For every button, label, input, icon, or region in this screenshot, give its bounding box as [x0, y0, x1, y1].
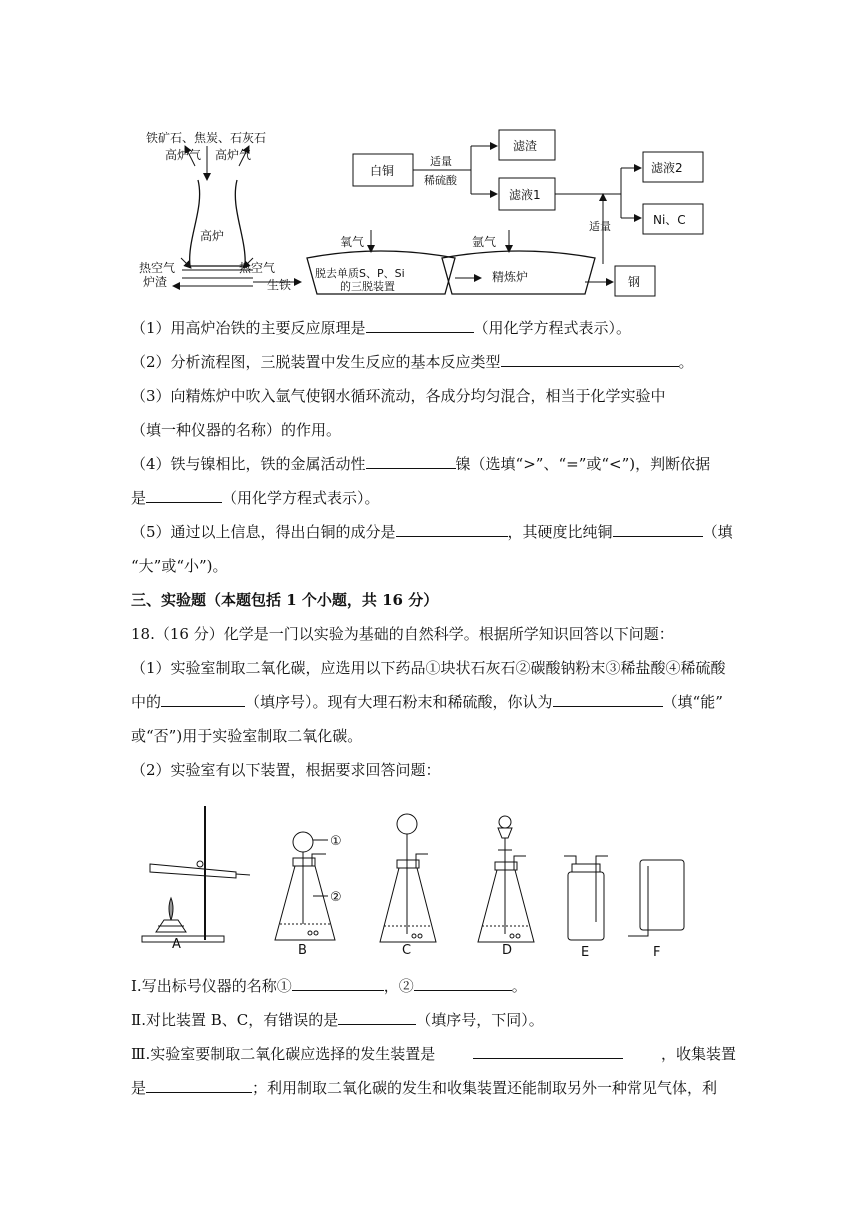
q18-sub-iii-text-d: ；利用制取二氧化碳的发生和收集装置还能制取另外一种常见气体，利 [252, 1079, 718, 1097]
blast-furnace-diagram [173, 146, 301, 286]
hot-air-right-label: 热空气 [239, 261, 276, 275]
q17-part1 [131, 318, 736, 338]
apparatus-d [478, 816, 534, 942]
q18-sub-i-text-b: ，② [383, 977, 414, 995]
q18-sub-i-text-c: 。 [511, 977, 527, 995]
answer-blank[interactable] [396, 522, 508, 537]
q17-part1-text-a: （1）用高炉冶铁的主要反应原理是 [131, 319, 366, 337]
slag-label: 炉渣 [143, 275, 168, 289]
q18-part1-text-a: 中的 [131, 693, 162, 711]
q17-part2-text-a: （2）分析流程图，三脱装置中发生反应的基本反应类型 [131, 353, 501, 371]
q18-sub-iii-text-c: 是 [131, 1079, 147, 1097]
furnace-inputs-label: 铁矿石、焦炭、石灰石 [146, 131, 267, 145]
answer-blank[interactable] [366, 318, 474, 333]
apparatus-a-label: A [172, 937, 181, 952]
answer-blank[interactable] [146, 488, 222, 503]
q17-part4-text-c: 是 [131, 489, 147, 507]
three-removal-label-1: 脱去单质S、P、Si [315, 267, 405, 280]
pig-iron-label: 生铁 [267, 278, 292, 292]
furnace-gas-left-label: 高炉气 [165, 148, 202, 162]
baitong-label: 白铜 [370, 164, 395, 178]
q18-part1-line2 [131, 692, 736, 712]
answer-blank[interactable] [292, 976, 384, 991]
q18-sub-i [131, 976, 736, 996]
filtrate2-label: 滤液2 [651, 161, 683, 175]
q18-part1-text-b: （填序号）。现有大理石粉末和稀硫酸，你认为 [245, 693, 553, 711]
q17-part5-text-a: （5）通过以上信息，得出白铜的成分是 [131, 523, 396, 541]
answer-blank[interactable] [161, 692, 245, 707]
apparatus-f [628, 860, 684, 936]
apparatus-c [380, 814, 436, 942]
apparatus-f-label: F [653, 945, 661, 960]
q17-part4-text-d: （用化学方程式表示）。 [222, 489, 380, 507]
apparatus-d-label: D [502, 943, 513, 958]
answer-blank[interactable] [553, 692, 663, 707]
q18-part1-line1: （1）实验室制取二氧化碳，应选用以下药品①块状石灰石②碳酸钠粉末③稀盐酸④稀硫酸 [131, 659, 726, 677]
q18-sub-iii-line1 [131, 1044, 736, 1064]
q17-part4-line2 [131, 488, 736, 508]
marker-2: ② [330, 890, 342, 905]
q17-part2-text-b: 。 [678, 353, 694, 371]
q18-sub-ii-text-b: （填序号，下同）。 [416, 1011, 544, 1029]
marker-1: ① [330, 834, 342, 849]
q17-part5-text-b: ，其硬度比纯铜 [507, 523, 613, 541]
answer-blank[interactable] [473, 1044, 623, 1059]
apparatus-a [142, 806, 250, 942]
argon-label: 氩气 [472, 235, 497, 249]
q18-part2: （2）实验室有以下装置，根据要求回答问题： [131, 761, 441, 779]
apparatus-e [564, 856, 608, 940]
filtrate1-label: 滤液1 [509, 188, 541, 202]
furnace-gas-right-label: 高炉气 [215, 148, 252, 162]
q17-part1-text-b: （用化学方程式表示）。 [473, 319, 632, 337]
q17-part2 [131, 352, 736, 372]
hot-air-left-label: 热空气 [139, 261, 176, 275]
q18-sub-i-text-a: Ⅰ.写出标号仪器的名称① [131, 977, 292, 995]
flowchart-figure [135, 118, 735, 308]
answer-blank[interactable] [366, 454, 456, 469]
ni-c-label: Ni、C [653, 213, 686, 227]
answer-blank[interactable] [613, 522, 703, 537]
three-removal-label-2: 的三脱装置 [340, 280, 395, 293]
q17-part5-line2: “大”或“小”)。 [131, 557, 228, 575]
apparatus-e-label: E [581, 945, 590, 960]
q18-sub-ii-text-a: Ⅱ.对比装置 B、C，有错误的是 [131, 1011, 339, 1029]
furnace-label: 高炉 [200, 229, 225, 243]
q18-part1-text-c: （填“能” [662, 693, 723, 711]
q17-part4-line1 [131, 454, 736, 474]
appropriate-amount-label: 适量 [589, 220, 611, 233]
q18-sub-ii [131, 1010, 736, 1030]
q17-part5-text-c: （填 [702, 523, 733, 541]
steel-label: 钢 [628, 275, 641, 289]
q18-intro: 18.（16 分）化学是一门以实验为基础的自然科学。根据所学知识回答以下问题： [131, 625, 674, 643]
reagent-amount-label: 适量 [430, 155, 452, 168]
answer-blank[interactable] [501, 352, 679, 367]
q17-part4-text-b: 镍（选填“>”、“=”或“<”)，判断依据 [455, 455, 711, 473]
q18-sub-iii-text-b: ，收集装置 [660, 1045, 736, 1063]
q18-sub-iii-line2 [131, 1078, 736, 1098]
answer-blank[interactable] [146, 1078, 252, 1093]
q18-sub-iii-text-a: Ⅲ.实验室要制取二氧化碳应选择的发生装置是 [131, 1045, 436, 1063]
q17-part3-line2: （填一种仪器的名称）的作用。 [131, 421, 342, 439]
apparatus-c-label: C [402, 943, 412, 958]
q18-part1-line3: 或“否”)用于实验室制取二氧化碳。 [131, 727, 363, 745]
answer-blank[interactable] [338, 1010, 416, 1025]
apparatus-b [275, 832, 335, 940]
reagent-name-label: 稀硫酸 [424, 174, 457, 187]
q17-part4-text-a: （4）铁与镍相比，铁的金属活动性 [131, 455, 366, 473]
section-title: 三、实验题（本题包括 1 个小题，共 16 分） [131, 591, 439, 609]
apparatus-figure [140, 802, 700, 960]
q17-part3-line1: （3）向精炼炉中吹入氩气使钢水循环流动，各成分均匀混合，相当于化学实验中 [131, 387, 666, 405]
apparatus-b-label: B [298, 943, 307, 958]
refining-furnace-label: 精炼炉 [492, 270, 529, 284]
oxygen-label: 氧气 [340, 235, 365, 249]
residue-label: 滤渣 [513, 139, 538, 153]
q17-part5-line1 [131, 522, 736, 542]
answer-blank[interactable] [414, 976, 512, 991]
